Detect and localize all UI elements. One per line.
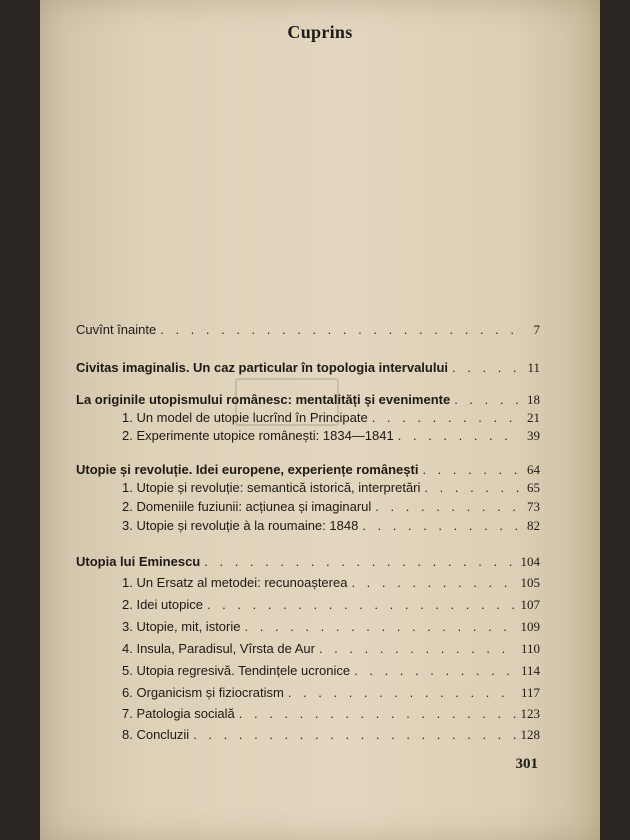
toc-entry-label: 4. Insula, Paradisul, Vîrsta de Aur [122,641,315,656]
toc-entry [122,499,540,515]
toc-entry-label: 6. Organicism și fiziocratism [122,685,284,700]
toc-entry [76,554,540,570]
toc-entry [76,462,540,478]
toc-entry-page: 110 [520,641,540,656]
toc-entry [122,641,540,657]
toc-entry [122,685,540,701]
toc-leader-dots [204,554,516,569]
toc-leader-dots [424,480,520,495]
toc-entry-label: 3. Utopie și revoluție à la roumaine: 1848 [122,518,359,533]
toc-entry-label: 1. Un model de utopie lucrînd în Principate [122,410,368,425]
toc-leader-dots [452,360,520,375]
page-title: Cuprins [287,22,353,42]
toc-leader-dots [193,727,516,742]
toc-entry [122,663,540,679]
toc-entry-label: La originile utopismului românesc: mentalități și evenimente [76,392,451,407]
toc-entry-page: 21 [527,410,540,425]
toc-entry-page: 128 [520,727,540,742]
toc-entry-label: Cuvînt înainte [76,322,157,337]
toc-entry-page: 73 [527,499,540,514]
toc-entry [122,727,540,743]
toc-leader-dots [454,392,520,407]
toc-leader-dots [319,641,517,656]
toc-leader-dots [375,499,520,514]
toc-leader-dots [160,322,520,337]
toc-entry-label: 1. Un Ersatz al metodei: recunoașterea [122,575,348,590]
toc-entry-page: 107 [520,597,540,612]
toc-entry [122,428,540,444]
toc-entry-page: 11 [527,360,540,375]
toc-entry-label: Civitas imaginalis. Un caz particular în topologia intervalului [76,360,449,375]
toc-entry [122,706,540,722]
toc-entry-label: 2. Idei utopice [122,597,203,612]
toc-entry-page: 7 [533,322,540,337]
toc-leader-dots [398,428,520,443]
toc-entry [76,322,540,338]
toc-leader-dots [288,685,517,700]
page-number: 301 [515,756,538,772]
toc-entry-label: 7. Patologia socială [122,706,235,721]
toc-entry [122,410,540,426]
toc-entry-label: 5. Utopia regresivă. Tendințele ucronice [122,663,351,678]
toc-entry-label: Utopia lui Eminescu [76,554,201,569]
toc-entry-label: 1. Utopie și revoluție: semantică istorică, interpretări [122,480,421,495]
toc-entry-page: 65 [527,480,540,495]
toc-entry [76,360,540,376]
toc-entry [122,575,540,591]
toc-leader-dots [351,575,516,590]
toc-entry-page: 105 [520,575,540,590]
bleed-through-text [70,60,540,320]
toc-entry-page: 18 [527,392,540,407]
toc-entry-page: 82 [527,518,540,533]
book-page [40,0,600,840]
toc-entry-page: 117 [520,685,540,700]
toc-entry [76,392,540,408]
toc-entry-label: 2. Experimente utopice românești: 1834—1841 [122,428,394,443]
toc-entry [122,619,540,635]
toc-leader-dots [362,518,520,533]
toc-leader-dots [422,462,520,477]
toc-entry-page: 64 [527,462,540,477]
toc-leader-dots [239,706,517,721]
toc-entry [122,518,540,534]
toc-entry-page: 123 [520,706,540,721]
toc-entry-page: 109 [520,619,540,634]
toc-entry [122,480,540,496]
toc-leader-dots [372,410,520,425]
toc-entry-label: Utopie și revoluție. Idei europene, experiențe românești [76,462,419,477]
toc-entry-page: 39 [527,428,540,443]
toc-leader-dots [245,619,517,634]
toc-entry-page: 104 [520,554,540,569]
toc-entry-label: 3. Utopie, mit, istorie [122,619,241,634]
toc-entry-label: 2. Domeniile fuziunii: acțiunea și imaginarul [122,499,372,514]
toc-leader-dots [354,663,517,678]
toc-entry-label: 8. Concluzii [122,727,190,742]
toc-entry [122,597,540,613]
toc-entry-page: 114 [520,663,540,678]
toc-leader-dots [207,597,517,612]
